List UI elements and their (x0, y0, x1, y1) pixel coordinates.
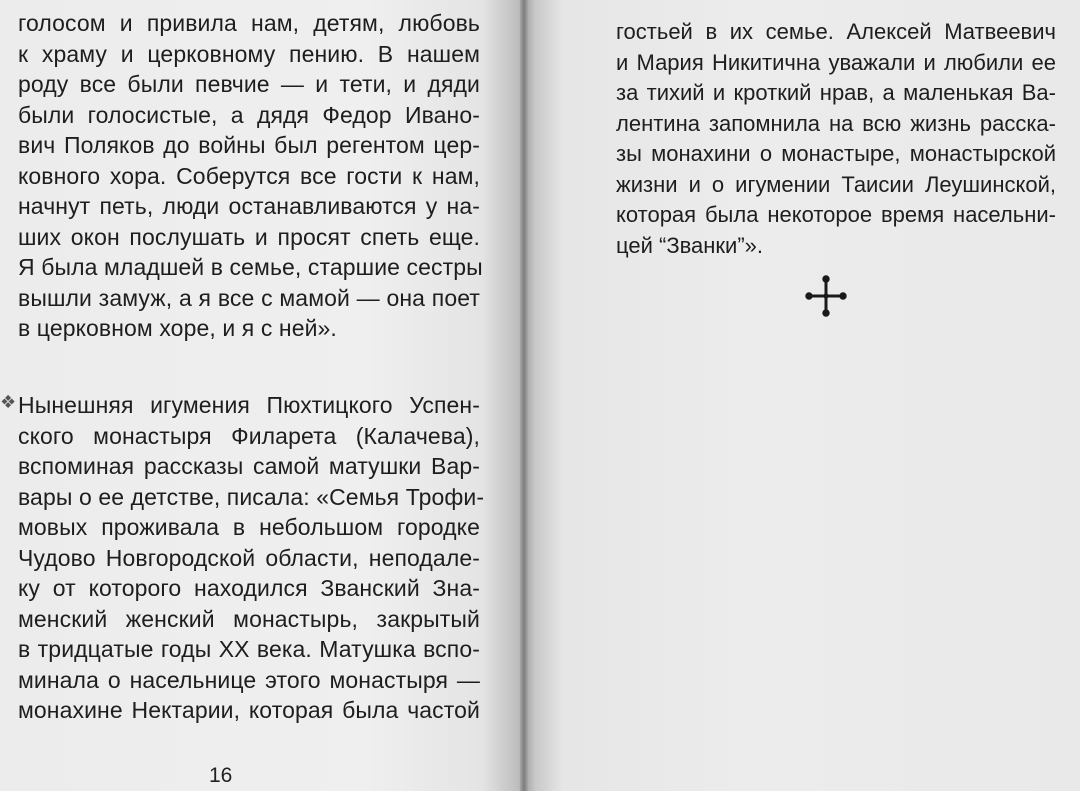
right-paragraph-1 (616, 17, 1056, 261)
text-line: начнут петь, люди останавливаются у на- (18, 193, 480, 219)
page-number: 16 (209, 764, 233, 787)
text-line: вспоминая рассказы самой матушки Вар- (18, 453, 480, 479)
book-gutter (520, 0, 528, 791)
text-line: ского монастыря Филарета (Калачева), (18, 422, 480, 449)
left-paragraph-1 (18, 8, 483, 344)
text-line: гостьей в их семье. Алексей Матвеевич (616, 19, 1056, 44)
text-line: за тихий и кроткий нрав, а маленькая Ва- (616, 80, 1056, 105)
text-line: жизни и о игумении Таисии Леушинской, (616, 171, 1056, 197)
left-page (0, 0, 524, 791)
text-line: ку от которого находился Званский Зна- (18, 575, 480, 601)
text-line: ших окон послушать и просят спеть еще. (18, 223, 480, 250)
text-line: ковного хора. Соберутся все гости к нам, (18, 162, 480, 189)
text-line: Чудово Новгородской области, неподале- (18, 544, 480, 571)
text-line: в церковном хоре, и я с ней». (18, 315, 337, 341)
text-line: и Мария Никитична уважали и любили ее (616, 49, 1056, 75)
text-line: к храму и церковному пению. В нашем (18, 40, 480, 67)
orthodox-cross-ornament-icon (804, 274, 848, 318)
right-page (524, 0, 1080, 791)
text-line: которая была некоторое время насельни- (616, 202, 1056, 227)
text-line: мовых проживала в небольшом городке (18, 514, 480, 540)
text-line: вары о ее детстве, писала: «Семья Трофи- (18, 483, 485, 510)
text-line: зы монахини о монастыре, монастырской (616, 141, 1056, 166)
text-line: были голосистые, а дядя Федор Ивано- (18, 101, 480, 128)
text-line: лентина запомнила на всю жизнь расска- (616, 110, 1056, 136)
text-line: вич Поляков до войны был регентом цер- (18, 132, 480, 158)
text-line: роду все были певчие — и тети, и дяди (18, 71, 480, 97)
text-line: монахине Нектарии, которая была частой (18, 697, 480, 723)
text-line: менский женский монастырь, закрытый (18, 605, 480, 632)
margin-mark-icon: ❖ (0, 392, 17, 413)
text-line: Я была младшей в семье, старшие сестры (18, 254, 483, 280)
text-line: цей “Званки”». (616, 232, 764, 258)
text-line: Нынешняя игумения Пюхтицкого Успен- (18, 392, 480, 418)
text-line: в тридцатые годы XX века. Матушка вспо- (18, 636, 480, 662)
left-paragraph-2 (18, 390, 485, 726)
text-line: минала о насельнице этого монастыря — (18, 666, 480, 693)
text-line: вышли замуж, а я все с мамой — она поет (18, 284, 480, 311)
text-line: голосом и привила нам, детям, любовь (18, 10, 480, 36)
